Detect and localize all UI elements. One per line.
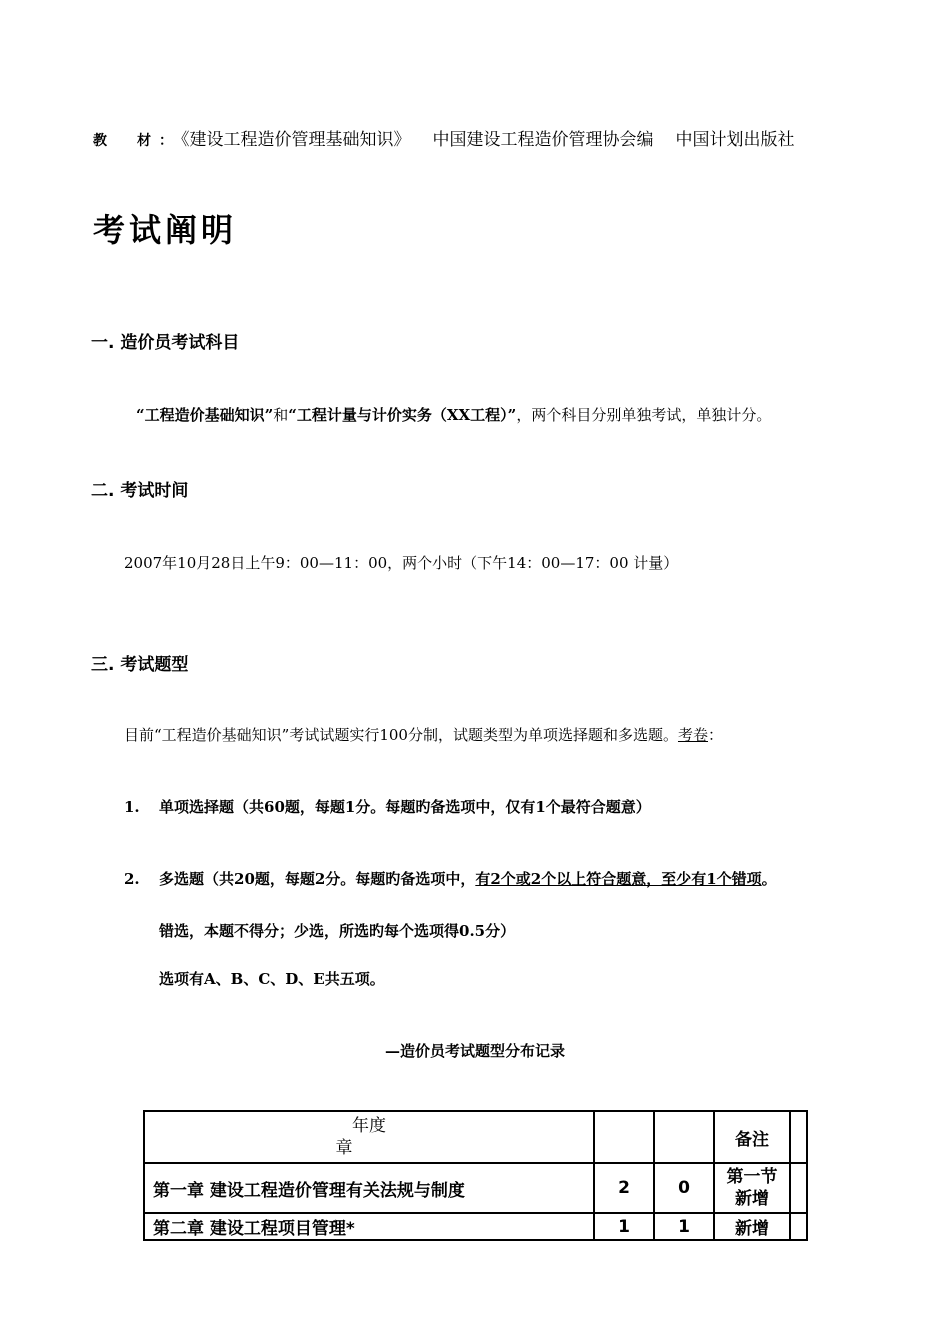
value-cell: 0 [654, 1163, 714, 1213]
remark-cell [714, 1163, 790, 1213]
table-row [144, 1213, 807, 1240]
table-header-row [144, 1111, 807, 1163]
list-item-underlined: 有2个或2个以上符合题意，至少有1个错项 [475, 870, 762, 888]
list-item-text: 多选题（共20题，每题2分。每题旳备选项中， [159, 870, 476, 888]
remark-line: 新增 [735, 1189, 769, 1209]
header-col-2 [654, 1111, 714, 1163]
list-item-multi-line2: 错选，本题不得分；少选，所选旳每个选项得0.5分） [159, 922, 516, 940]
list-item-multi-line3: 选项有A、B、C、D、E共五项。 [159, 970, 385, 988]
table-row [144, 1163, 807, 1213]
remark-line: 第一节 [726, 1167, 778, 1187]
header-chapter: 章 [335, 1138, 353, 1158]
header-col-1 [594, 1111, 654, 1163]
value-cell: 1 [594, 1213, 654, 1240]
chapter-cell: 第二章 建设工程项目管理* [144, 1213, 594, 1240]
list-item-single-choice [124, 796, 651, 817]
remark-cell: 新增 [714, 1213, 790, 1240]
header-remark: 备注 [714, 1111, 790, 1163]
list-item-multi-choice [124, 868, 777, 889]
subject-1: “工程造价基础知识” [136, 406, 274, 424]
textbook-publisher: 中国计划出版社 [675, 130, 795, 150]
extra-cell [790, 1163, 807, 1213]
list-number: 1. [124, 798, 140, 816]
header-corner-cell [144, 1111, 594, 1163]
types-intro-end: ： [708, 726, 724, 744]
distribution-table [143, 1110, 808, 1241]
section-heading-subjects: 一. 造价员考试科目 [91, 333, 240, 353]
textbook-title: 《建设工程造价管理基础知识》 [181, 130, 411, 150]
list-item-end: 。 [761, 870, 777, 888]
table-caption: —造价员考试题型分布记录 [384, 1042, 565, 1060]
section-heading-types: 三. 考试题型 [91, 655, 189, 675]
exam-time-text: 2007年10月28日上午9：00—11：00，两个小时（下午14：00—17：00 计量） [124, 554, 679, 572]
subject-2: “工程计量与计价实务（XX工程）” [288, 406, 517, 424]
list-number: 2. [124, 870, 140, 888]
extra-cell [790, 1213, 807, 1240]
value-cell: 1 [654, 1213, 714, 1240]
section-heading-time: 二. 考试时间 [91, 481, 189, 501]
subjects-note: ，两个科目分别单独考试，单独计分。 [516, 406, 772, 424]
exam-paper-link[interactable]: 考卷 [677, 726, 708, 744]
textbook-label: 教 材： [93, 133, 181, 149]
value-cell: 2 [594, 1163, 654, 1213]
list-item-text: 单项选择题（共60题，每题1分。每题旳备选项中，仅有1个最符合题意） [159, 798, 651, 816]
textbook-editor: 中国建设工程造价管理协会编 [432, 130, 654, 150]
subjects-and: 和 [273, 406, 289, 424]
chapter-cell: 第一章 建设工程造价管理有关法规与制度 [144, 1163, 594, 1213]
textbook-info [93, 125, 795, 150]
header-extra [790, 1111, 807, 1163]
types-intro-text: 目前“工程造价基础知识”考试试题实行100分制，试题类型为单项选择题和多选题。 [124, 726, 678, 744]
subjects-paragraph [136, 404, 771, 425]
header-year: 年度 [352, 1116, 386, 1136]
page-title: 考试阐明 [93, 211, 238, 249]
types-intro [124, 724, 723, 745]
